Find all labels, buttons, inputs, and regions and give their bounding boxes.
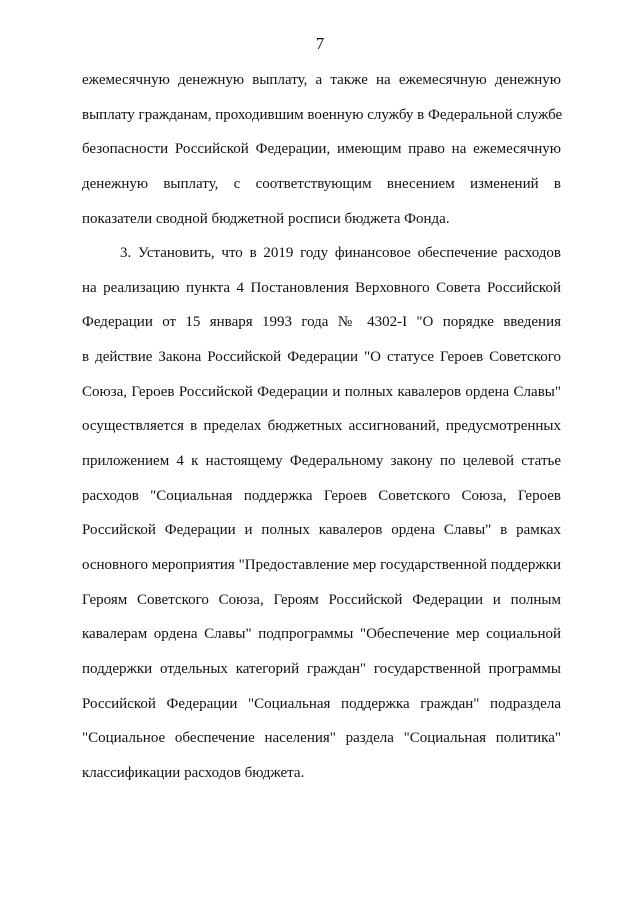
- paragraph-1: [82, 70, 561, 243]
- text-line: основного мероприятия "Предоставление мер государственной поддержки: [82, 556, 561, 573]
- text-line: в действие Закона Российской Федерации "О статусе Героев Советского: [82, 349, 561, 366]
- text-line: ежемесячную денежную выплату, а также на ежемесячную денежную: [82, 72, 561, 88]
- text-line: поддержки отдельных категорий граждан" государственной программы: [82, 660, 561, 677]
- text-line: выплату гражданам, проходившим военную службу в Федеральной службе: [82, 106, 563, 123]
- text-line: классификации расходов бюджета.: [82, 764, 305, 781]
- text-line: денежную выплату, с соответствующим внесением изменений в: [82, 175, 561, 192]
- text-line: осуществляется в пределах бюджетных ассигнований, предусмотренных: [82, 418, 561, 435]
- text-line: безопасности Российской Федерации, имеющим право на ежемесячную: [82, 141, 561, 158]
- text-line: Героям Советского Союза, Героям Российской Федерации и полным: [82, 591, 561, 608]
- text-line: Федерации от 15 января 1993 года № 4302-I "О порядке введения: [82, 314, 561, 331]
- text-line: 3. Установить, что в 2019 году финансовое обеспечение расходов: [120, 245, 561, 262]
- text-line: кавалерам ордена Славы" подпрограммы "Обеспечение мер социальной: [82, 626, 561, 643]
- text-line: расходов "Социальная поддержка Героев Советского Союза, Героев: [82, 487, 561, 504]
- text-line: на реализацию пункта 4 Постановления Верховного Совета Российской: [82, 279, 561, 296]
- document-body: [82, 70, 561, 797]
- text-line: "Социальное обеспечение населения" раздела "Социальная политика": [82, 730, 561, 747]
- page-number: 7: [315, 34, 325, 53]
- text-line: Союза, Героев Российской Федерации и полных кавалеров ордена Славы": [82, 383, 561, 400]
- paragraph-2: [82, 243, 561, 797]
- text-line: показатели сводной бюджетной росписи бюджета Фонда.: [82, 210, 450, 227]
- text-line: приложением 4 к настоящему Федеральному закону по целевой статье: [82, 453, 561, 470]
- text-line: Российской Федерации "Социальная поддержка граждан" подраздела: [82, 695, 561, 712]
- text-line: Российской Федерации и полных кавалеров ордена Славы" в рамках: [82, 522, 561, 539]
